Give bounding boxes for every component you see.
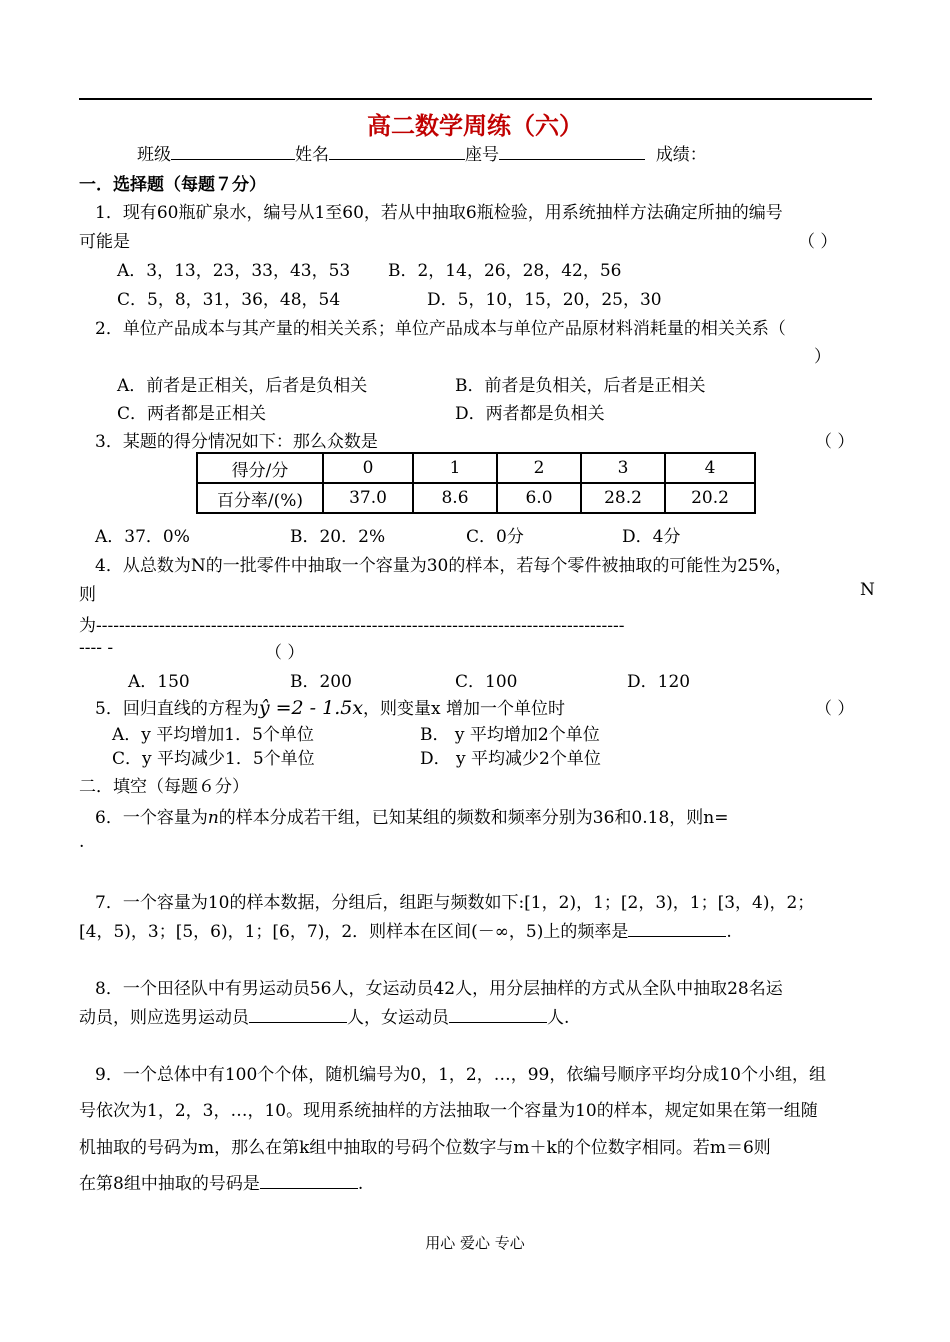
q4-option-b: B．200 (290, 672, 352, 692)
table-cell: 1 (413, 453, 497, 483)
q3-option-a: A．37．0% (95, 527, 190, 547)
table-cell: 8.6 (413, 483, 497, 513)
q4-paren: （ ） (265, 643, 305, 663)
q1-option-b: B．2，14，26，28，42，56 (388, 261, 622, 281)
q5-option-d: D． y 平均减少2个单位 (420, 749, 601, 769)
q7-answer-blank[interactable] (628, 920, 726, 937)
q2-option-a: A．前者是正相关，后者是负相关 (117, 376, 368, 396)
table-cell: 4 (665, 453, 755, 483)
q2-option-c: C．两者都是正相关 (117, 404, 267, 424)
q1-line1: 1．现有60瓶矿泉水，编号从1至60，若从中抽取6瓶检验，用系统抽样方法确定所抽的编号 (95, 203, 783, 223)
q1-line2: 可能是 (79, 232, 130, 252)
table-cell: 37.0 (323, 483, 413, 513)
table-cell: 得分/分 (197, 453, 323, 483)
q4-line2-right: N (860, 580, 875, 600)
q5-text-pre: 5．回归直线的方程为 (95, 699, 259, 719)
q8-male-blank[interactable] (249, 1006, 347, 1023)
q6-line1 (95, 803, 728, 828)
q9-line1: 9．一个总体中有100个个体，随机编号为0，1，2，…，99，依编号顺序平均分成10个小组，组 (95, 1065, 826, 1085)
q7-text-pre: [4，5)，3；[5，6)，1；[6，7)，2．则样本在区间(－∞，5)上的频率是 (79, 922, 629, 942)
student-info-line (137, 140, 707, 165)
header-rule (79, 98, 872, 100)
q6-n: n (207, 808, 219, 828)
page-footer: 用心 爱心 专心 (425, 1234, 525, 1252)
table-cell: 3 (581, 453, 665, 483)
score-table (196, 452, 756, 514)
seat-blank[interactable] (499, 143, 645, 160)
q9-answer-blank[interactable] (260, 1172, 358, 1189)
q8-text-post: 人. (547, 1008, 570, 1028)
q3-option-d: D．4分 (622, 527, 681, 547)
q2-option-d: D．两者都是负相关 (455, 404, 605, 424)
table-cell: 28.2 (581, 483, 665, 513)
name-blank[interactable] (329, 143, 465, 160)
q8-line2 (79, 1003, 569, 1028)
q5-option-a: A．y 平均增加1．5个单位 (112, 725, 314, 745)
q7-line2 (79, 917, 732, 942)
q5-option-c: C．y 平均减少1．5个单位 (112, 749, 315, 769)
q4-option-a: A．150 (128, 672, 190, 692)
q4-option-c: C．100 (455, 672, 518, 692)
q5-equation: ŷ =2 - 1.5x (258, 697, 364, 719)
q6-text-pre: 6．一个容量为 (95, 808, 208, 828)
q7-text-post: . (726, 922, 732, 942)
section1-heading: 一．选择题（每题７分） (79, 175, 266, 195)
q4-line1: 4．从总数为N的一批零件中抽取一个容量为30的样本，若每个零件被抽取的可能性为25%， (95, 556, 793, 576)
q4-line3: 为-------------------------------------------------------------------------------------------- (79, 616, 625, 636)
q9-text-pre: 在第8组中抽取的号码是 (79, 1174, 260, 1194)
table-row (197, 483, 755, 513)
table-cell: 百分率/(%) (197, 483, 323, 513)
q1-paren: （ ） (798, 232, 838, 252)
q3-paren: （ ） (815, 432, 855, 452)
q4-line2-left: 则 (79, 585, 96, 605)
q5-paren: （ ） (815, 699, 855, 719)
q7-line1: 7．一个容量为10的样本数据，分组后，组距与频数如下:[1，2)，1；[2，3)，1；[3，4)，2； (95, 893, 815, 913)
q5-text-post: ，则变量x 增加一个单位时 (363, 699, 566, 719)
q1-option-c: C．5，8，31，36，48，54 (117, 290, 341, 310)
table-cell: 2 (497, 453, 581, 483)
q8-female-blank[interactable] (449, 1006, 547, 1023)
q1-option-a: A．3，13，23，33，43，53 (117, 261, 351, 281)
q3-option-b: B．20．2% (290, 527, 386, 547)
q9-line4 (79, 1169, 363, 1194)
q6-text-post: 的样本分成若干组，已知某组的频数和频率分别为36和0.18，则n= (218, 808, 729, 828)
name-label: 姓名 (295, 145, 329, 165)
q3-option-c: C．0分 (466, 527, 524, 547)
q6-line2: . (79, 832, 85, 852)
table-cell: 0 (323, 453, 413, 483)
section2-heading: 二．填空（每题６分） (79, 777, 249, 797)
seat-label: 座号 (465, 145, 499, 165)
q2-paren-close: ） (814, 347, 831, 367)
table-cell: 20.2 (665, 483, 755, 513)
class-label: 班级 (137, 145, 171, 165)
q4-option-d: D．120 (627, 672, 691, 692)
table-row (197, 453, 755, 483)
q9-line2: 号依次为1，2，3，…，10。现用系统抽样的方法抽取一个容量为10的样本，规定如果在第一组随 (79, 1101, 818, 1121)
q8-line1: 8．一个田径队中有男运动员56人，女运动员42人，用分层抽样的方式从全队中抽取28名运 (95, 979, 783, 999)
table-cell: 6.0 (497, 483, 581, 513)
q2-option-b: B．前者是负相关，后者是正相关 (455, 376, 706, 396)
q3-line1: 3．某题的得分情况如下：那么众数是 (95, 432, 378, 452)
q8-text-mid: 人，女运动员 (347, 1008, 449, 1028)
q5-option-b: B． y 平均增加2个单位 (420, 725, 600, 745)
class-blank[interactable] (171, 143, 295, 160)
q9-text-post: . (357, 1174, 364, 1194)
score-label: 成绩： (655, 145, 707, 165)
page-title: 高二数学周练（六） (367, 112, 583, 140)
q4-line4: ---- - (79, 638, 114, 658)
q8-text-pre: 动员，则应选男运动员 (79, 1008, 249, 1028)
q1-option-d: D．5，10，15，20，25，30 (427, 290, 662, 310)
q2-line1: 2．单位产品成本与其产量的相关关系；单位产品成本与单位产品原材料消耗量的相关关系（ (95, 319, 786, 339)
q5-line1 (95, 694, 565, 719)
q9-line3: 机抽取的号码为m，那么在第k组中抽取的号码个位数字与m＋k的个位数字相同。若m＝6则 (79, 1138, 771, 1158)
